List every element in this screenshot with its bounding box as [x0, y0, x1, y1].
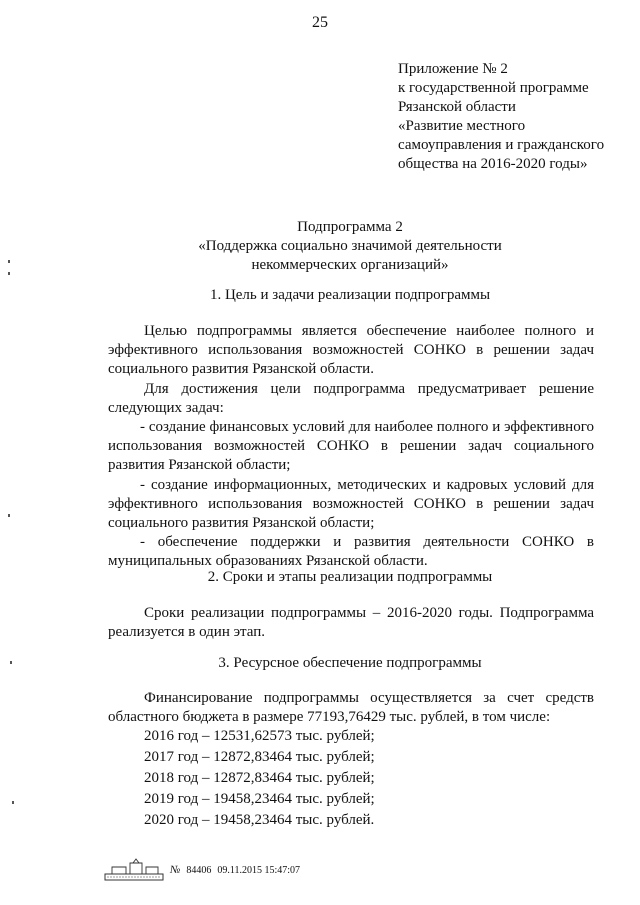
annex-line: «Развитие местного — [398, 118, 526, 134]
annex-line: Рязанской области — [398, 99, 516, 115]
subprogram-title-line: некоммерческих организаций» — [251, 257, 449, 273]
task-item: - обеспечение поддержки и развития деятельности СОНКО в муниципальных образованиях Рязанской области. — [108, 534, 594, 570]
annex-line: Приложение № 2 — [398, 61, 508, 77]
footer — [104, 858, 300, 882]
goals-text — [108, 322, 594, 572]
year-line: 2019 год – 19458,23464 тыс. рублей; — [144, 791, 375, 807]
scan-artifact — [8, 260, 10, 263]
terms-text — [108, 604, 594, 642]
resources-text — [108, 689, 594, 727]
annex-line: общества на 2016-2020 годы» — [398, 156, 588, 172]
scan-artifact — [8, 272, 10, 275]
scan-artifact — [10, 661, 12, 664]
paragraph: Сроки реализации подпрограммы – 2016-2020 годы. Подпрограмма реализуется в один этап. — [108, 605, 594, 641]
section-heading-terms: 2. Сроки и этапы реализации подпрограммы — [207, 569, 493, 585]
annex-block — [398, 60, 623, 174]
year-breakdown — [144, 726, 375, 831]
page-number: 25 — [312, 14, 328, 31]
year-line: 2020 год – 19458,23464 тыс. рублей. — [144, 812, 375, 828]
doc-datetime: 09.11.2015 15:47:07 — [217, 864, 301, 876]
year-line: 2016 год – 12531,62573 тыс. рублей; — [144, 728, 375, 744]
task-item: - создание финансовых условий для наиболее полного и эффективного использования возможностей СОНКО в решении задач социального развития Рязанской области; — [108, 419, 594, 474]
scan-artifact — [8, 514, 10, 517]
doc-number: 84406 — [186, 864, 212, 876]
year-line: 2018 год – 12872,83464 тыс. рублей; — [144, 770, 375, 786]
subprogram-title — [120, 218, 580, 275]
subprogram-title-line: Подпрограмма 2 — [297, 219, 403, 235]
year-line: 2017 год – 12872,83464 тыс. рублей; — [144, 749, 375, 765]
subprogram-title-line: «Поддержка социально значимой деятельности — [198, 238, 502, 254]
paragraph: Целью подпрограммы является обеспечение наиболее полного и эффективного использования возможностей СОНКО в решении задач социального развития Рязанской области. — [108, 323, 594, 378]
paragraph: Финансирование подпрограммы осуществляется за счет средств областного бюджета в размере 77193,76429 тыс. рублей, в том числе: — [108, 690, 594, 726]
registry-stamp-icon — [104, 858, 164, 882]
paragraph: Для достижения цели подпрограмма предусматривает решение следующих задач: — [108, 380, 594, 416]
doc-number-sign: № — [170, 864, 181, 876]
annex-line: самоуправления и гражданского — [398, 137, 605, 153]
scan-artifact — [12, 801, 14, 804]
task-item: - создание информационных, методических и кадровых условий для эффективного использования возможностей СОНКО в решении задач социального развития Рязанской области; — [108, 476, 594, 532]
section-heading-resources: 3. Ресурсное обеспечение подпрограммы — [218, 655, 482, 671]
annex-line: к государственной программе — [398, 80, 589, 96]
section-heading-goals: 1. Цель и задачи реализации подпрограммы — [209, 287, 491, 303]
